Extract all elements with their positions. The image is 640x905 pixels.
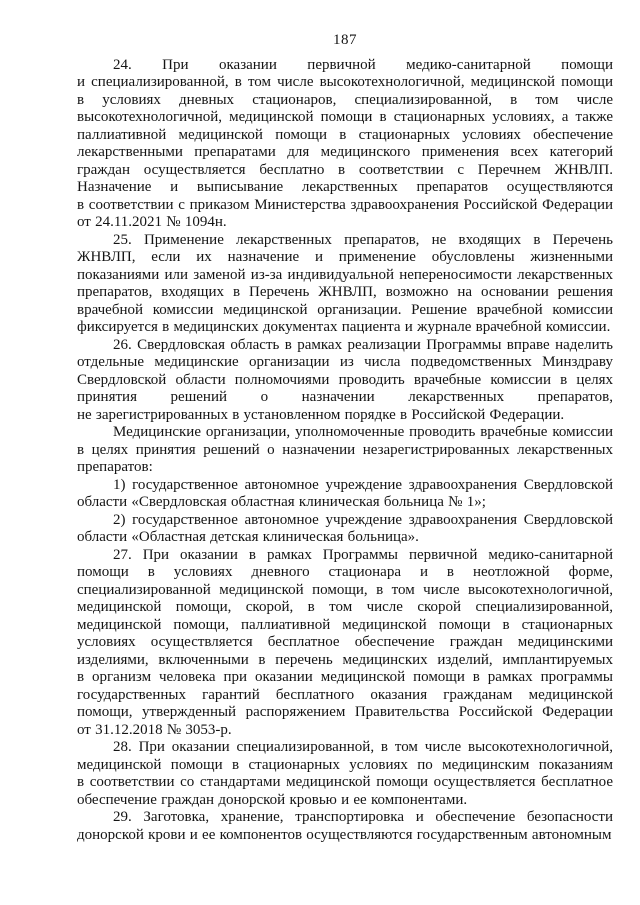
paragraph-29: 29. Заготовка, хранение, транспортировка и обеспечение безопасности донорской крови и ее компонентов осуществляются государственным автономным — [77, 809, 613, 843]
page-number: 187 — [333, 32, 357, 48]
paragraph-26-note: Медицинские организации, уполномоченные проводить врачебные комиссии в целях принятия решений о назначении незарегистрированных лекарственных препаратов: — [77, 424, 613, 475]
paragraph-26-item-1: 1) государственное автономное учреждение здравоохранения Свердловской области «Свердловская областная клиническая больница № 1»; — [77, 476, 613, 510]
document-body — [77, 57, 613, 845]
paragraph-25: 25. Применение лекарственных препаратов, не входящих в Перечень ЖНВЛП, если их назначение и применение обусловлены жизненными показаниями или заменой из-за индивидуальной непереносимости лекарственных препаратов, входящих в Перечень ЖНВЛП, возможно на основании решения врачебной комиссии медицинской организации. Решение врачебной комиссии фиксируется в медицинских документах пациента и журнале врачебной комиссии. — [77, 231, 613, 335]
paragraph-27: 27. При оказании в рамках Программы первичной медико-санитарной помощи в условиях дневного стационара и в неотложной форме, специализированной медицинской помощи, в том числе высокотехнологичной, медицинской помощи, скорой, в том числе скорой специализированной, медицинской помощи, паллиативной медицинской помощи в стационарных условиях осуществляется бесплатное обеспечение граждан медицинскими изделиями, включенными в перечень медицинских изделий, имплантируемых в организм человека при оказании медицинской помощи в рамках программы государственных гарантий бесплатного оказания гражданам медицинской помощи, утвержденный распоряжением Правительства Российской Федерации от 31.12.2018 № 3053-р. — [77, 546, 613, 738]
paragraph-24: 24. При оказании первичной медико-санитарной помощи и специализированной, в том числе высокотехнологичной, медицинской помощи в условиях дневных стационаров, специализированной, в том числе высокотехнологичной, медицинской помощи в стационарных условиях, а также паллиативной медицинской помощи в стационарных условиях обеспечение лекарственными препаратами для медицинского применения всех категорий граждан осуществляется бесплатно в соответствии с Перечнем ЖНВЛП. Назначение и выписывание лекарственных препаратов осуществляются в соответствии с приказом Министерства здравоохранения Российской Федерации от 24.11.2021 № 1094н. — [77, 56, 613, 230]
paragraph-26: 26. Свердловская область в рамках реализации Программы вправе наделить отдельные медицинские организации из числа подведомственных Минздраву Свердловской области полномочиями проводить врачебные комиссии в целях принятия решений о назначении лекарственных препаратов, не зарегистрированных в установленном порядке в Российской Федерации. — [77, 336, 613, 423]
paragraph-28: 28. При оказании специализированной, в том числе высокотехнологичной, медицинской помощи в стационарных условиях по медицинским показаниям в соответствии со стандартами медицинской помощи осуществляется бесплатное обеспечение граждан донорской кровью и ее компонентами. — [77, 739, 613, 808]
paragraph-26-item-2: 2) государственное автономное учреждение здравоохранения Свердловской области «Областная детская клиническая больница». — [77, 511, 613, 545]
